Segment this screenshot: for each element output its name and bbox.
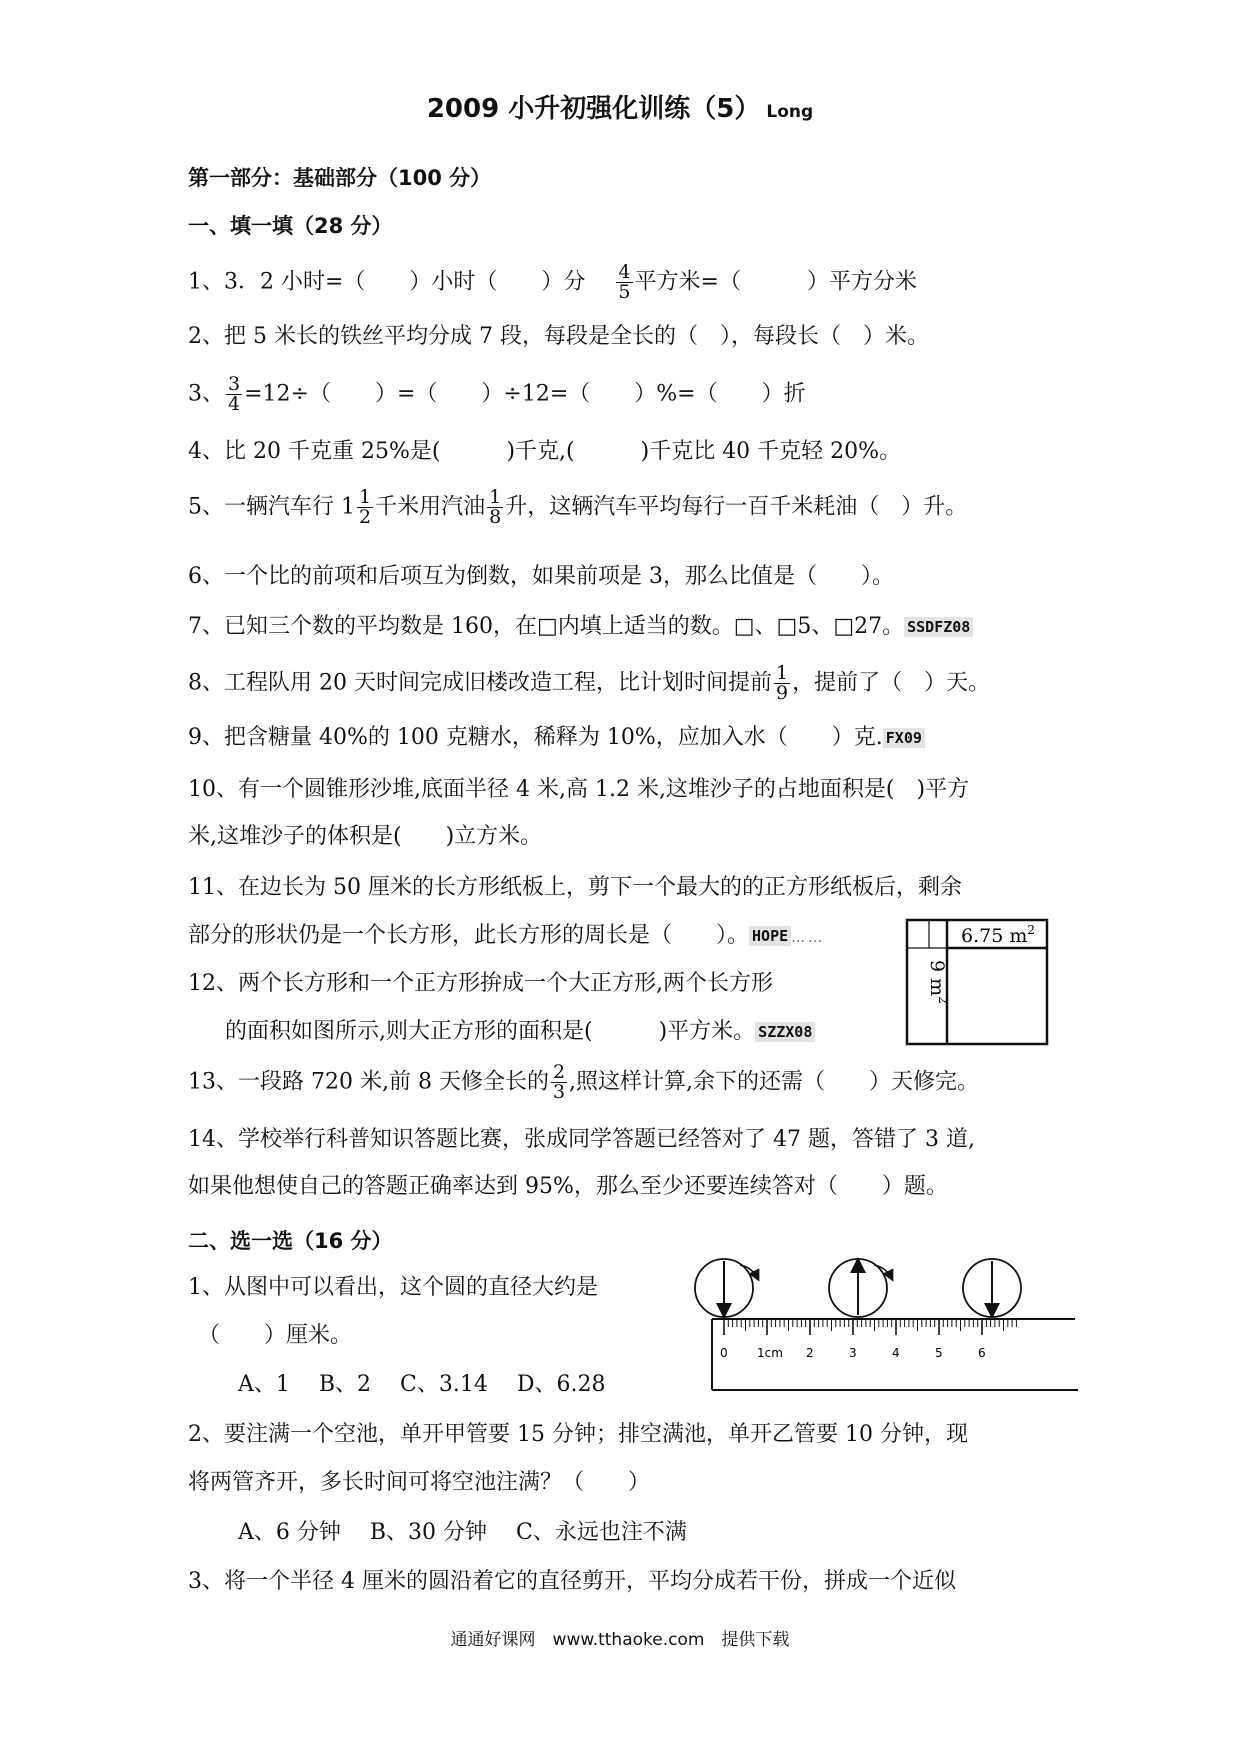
source-tag: SSDFZ08 — [904, 617, 973, 637]
question-5: 5、一辆汽车行 1 $\frac{1}{2}$ 千米用汽油 $\frac{1}{8}$ 升，这辆汽车平均每行一百千米耗油（ ）升。 — [188, 486, 968, 528]
question-12-line-2: 的面积如图所示,则大正方形的面积是( )平方米。 SZZX08 — [225, 1017, 815, 1047]
question-14-line-1: 14、学校举行科普知识答题比赛，张成同学答题已经答对了 47 题，答错了 3 道, — [188, 1127, 975, 1152]
question-10-line-2: 米,这堆沙子的体积是( )立方米。 — [188, 824, 543, 849]
ruler-labels — [720, 1346, 986, 1360]
question-12-line-1: 12、两个长方形和一个正方形拚成一个大正方形,两个长方形 — [188, 971, 773, 996]
question-3: 3、 $\frac{3}{4}$ =12÷（ ）=（ ）÷12=（ ）%=（ ）折 — [188, 373, 806, 415]
choice-1-line-1: 1、从图中可以看出，这个圆的直径大约是 — [188, 1275, 598, 1300]
question-2: 2、把 5 米长的铁丝平均分成 7 段，每段是全长的（ ），每段长（ ）米。 — [188, 324, 929, 349]
ruler-label: 5 — [935, 1346, 943, 1360]
ruler-label: 4 — [892, 1346, 900, 1360]
section2-heading: 二、选一选（16 分） — [188, 1229, 393, 1253]
question-14-line-2: 如果他想使自己的答题正确率达到 95%，那么至少还要连续答对（ ）题。 — [188, 1174, 948, 1199]
page-title: 2009 小升初强化训练（5） Long — [426, 94, 814, 124]
page-footer: 通通好课网 www.tthaoke.com 提供下载 — [450, 1630, 790, 1650]
part1-heading: 第一部分：基础部分（100 分） — [188, 166, 492, 190]
question-9: 9、把含糖量 40%的 100 克糖水，稀释为 10%，应加入水（ ）克. FX09 — [188, 723, 925, 753]
ruler-label: 0 — [720, 1346, 728, 1360]
fraction: $\frac{1}{8}$ — [489, 486, 502, 528]
source-tag: SZZX08 — [755, 1022, 815, 1042]
title-suffix: Long — [766, 102, 814, 122]
label-top-rect: 6.75 $m^2$ — [961, 923, 1036, 947]
question-7: 7、已知三个数的平均数是 160，在□内填上适当的数。□、□5、□27。 SSDFZ08 — [188, 612, 973, 642]
choice-1-options: A、1 B、2 C、3.14 D、6.28 — [238, 1372, 606, 1397]
ruler-label: 1cm — [757, 1346, 783, 1360]
ruler-label: 6 — [978, 1346, 986, 1360]
fraction: $\frac{2}{3}$ — [552, 1061, 566, 1103]
choice-2-line-1: 2、要注满一个空池，单开甲管要 15 分钟；排空满池，单开乙管要 10 分钟，现 — [188, 1422, 968, 1447]
fraction: $\frac{1}{9}$ — [775, 662, 789, 704]
choice-1-line-2: （ ）厘米。 — [198, 1323, 353, 1348]
square-area-figure — [905, 918, 1050, 1048]
label-left-rect: 9 $m^2$ — [926, 960, 950, 1004]
question-6: 6、一个比的前项和后项互为倒数，如果前项是 3，那么比值是（ ）。 — [188, 564, 894, 589]
question-11-line-1: 11、在边长为 50 厘米的长方形纸板上，剪下一个最大的的正方形纸板后，剩余 — [188, 875, 962, 900]
fraction: $\frac{1}{2}$ — [359, 486, 372, 528]
source-tag: HOPE — [749, 926, 791, 946]
question-8: 8、工程队用 20 天时间完成旧楼改造工程，比计划时间提前 $\frac{1}{9}$ ，提前了（ ）天。 — [188, 662, 991, 704]
ruler-label: 3 — [849, 1346, 857, 1360]
question-11-line-2: 部分的形状仍是一个长方形，此长方形的周长是（ ）。 HOPE …… — [188, 923, 826, 948]
choice-2-options: A、6 分钟 B、30 分钟 C、永远也注不满 — [238, 1520, 687, 1545]
fraction: $\frac{4}{5}$ — [618, 261, 631, 303]
section1-heading: 一、填一填（28 分） — [188, 214, 393, 238]
fraction: $\frac{3}{4}$ — [228, 373, 241, 415]
question-1: 1、3．2 小时=（ ）小时（ ）分 $\frac{4}{5}$ 平方米=（ ）平方分米 — [188, 261, 917, 303]
choice-2-line-2: 将两管齐开，多长时间可将空池注满？（ ） — [188, 1470, 651, 1495]
ruler-label: 2 — [806, 1346, 814, 1360]
question-10-line-1: 10、有一个圆锥形沙堆,底面半径 4 米,高 1.2 米,这堆沙子的占地面积是( )平方 — [188, 777, 970, 802]
ruler-ticks — [724, 1319, 1016, 1335]
question-13: 13、一段路 720 米,前 8 天修全长的 $\frac{2}{3}$ ,照这样计算,余下的还需（ ）天修完。 — [188, 1061, 980, 1103]
source-tag: FX09 — [883, 728, 925, 748]
choice-3-line-1: 3、将一个半径 4 厘米的圆沿着它的直径剪开，平均分成若干份，拼成一个近似 — [188, 1569, 956, 1594]
ruler-circle-figure — [690, 1255, 1080, 1405]
question-4: 4、比 20 千克重 25%是( )千克,( )千克比 40 千克轻 20%。 — [188, 439, 902, 464]
